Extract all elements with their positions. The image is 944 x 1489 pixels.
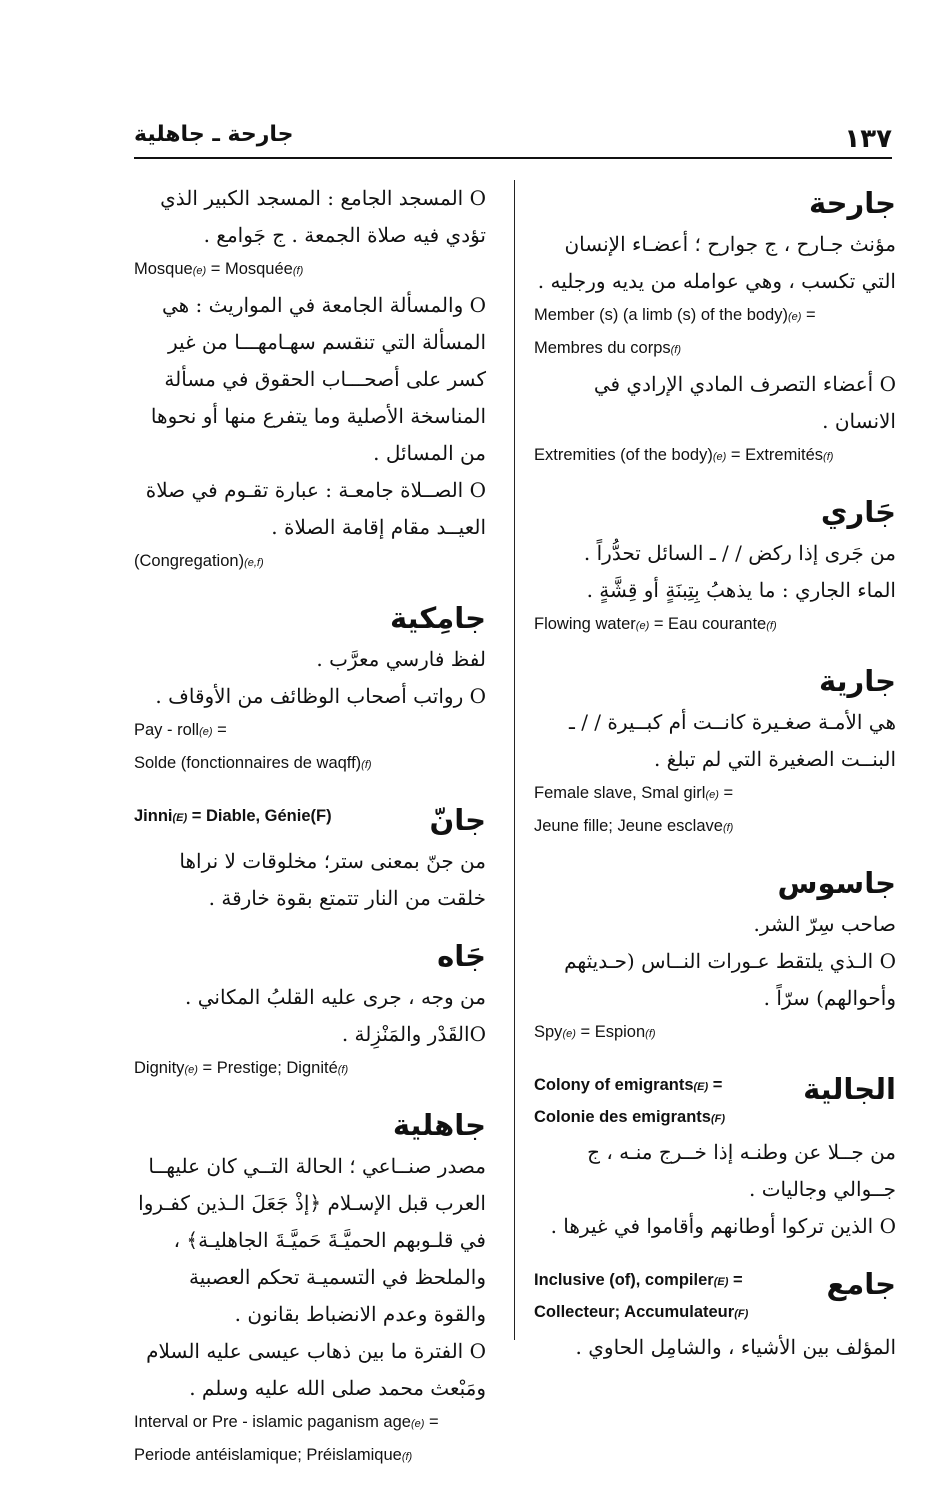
arabic-definition: مصدر صنــاعي ؛ الحالة التــي كان عليهــا العرب قبل الإسـلام ﴿إذْ جَعَلَ الـذين كفـروا في قلـوبهم الحميَّـةَ حَميَّـةَ الجاهليـة﴾ ، والملحظ في التسميـة تحكم العصبية والقوة وعدم الانضباط بقانون . (138, 1154, 486, 1326)
translation-line (134, 1053, 486, 1086)
headword-text: = (708, 1076, 723, 1094)
translation-text: = Eau courante (649, 615, 767, 633)
arabic-headword: جامِكية (389, 601, 486, 635)
header-rule (134, 157, 892, 159)
arabic-definition: O الصــلاة جامعـة : عبارة تقـوم في صلاة العيــد مقام إقامة الصلاة . (145, 478, 486, 539)
translation-line (134, 1407, 486, 1440)
gender-tag: (f) (722, 822, 734, 834)
headword-text: = (728, 1271, 743, 1289)
arabic-headword: جاسوس (777, 866, 896, 900)
arabic-definition: O المسجد الجامع : المسجد الكبير الذي تؤدي فيه صلاة الجمعة . ج جَوامع . (160, 186, 486, 247)
gender-tag: (e) (635, 620, 650, 632)
translation-text: Dignity (134, 1059, 185, 1077)
gender-tag: (e) (562, 1028, 576, 1040)
headword-line (534, 1070, 725, 1102)
arabic-definition: الماء الجاري : ما يذهبُ بِتِبنَةٍ أو قِشَّةٍ . (586, 578, 896, 602)
arabic-headword: الجالية (803, 1072, 896, 1106)
translation-text: = Mosquée (206, 260, 293, 278)
arabic-headword: جامع (826, 1267, 896, 1301)
arabic-headword: جَاري (820, 495, 896, 529)
dictionary-entry (134, 595, 486, 781)
gender-tag: (F) (710, 1113, 726, 1125)
dictionary-entry (134, 933, 486, 1086)
translation-text: Pay - roll (134, 721, 200, 739)
translation-text: = (212, 721, 227, 739)
gender-tag: (f) (766, 620, 777, 632)
entry-heading-row (134, 797, 486, 843)
arabic-definition: صاحب سِرّ الشر. (753, 912, 896, 936)
gender-tag: (e) (712, 451, 727, 463)
translation-text: = (718, 784, 734, 802)
dictionary-entry (534, 180, 896, 473)
arabic-headword: جارية (819, 664, 896, 698)
english-headword (134, 797, 332, 833)
translation-line (534, 300, 896, 333)
translation-text: (Congregation) (134, 552, 245, 570)
translation-line (534, 1017, 896, 1050)
translation-text: Extremities (of the body) (534, 446, 713, 464)
arabic-definition: O الـذي يلتقط عـورات النــاس (حـديثهم وأحوالهم) سرّاً . (564, 949, 896, 1010)
translation-line (534, 440, 896, 473)
dictionary-entry (534, 1066, 896, 1245)
arabic-definition: من جــلا عن وطنـه إذا خــرج منـه ، ج جــوالي وجاليات . (587, 1140, 896, 1201)
arabic-definition: Oالقَدْر والمَنْزِلة . (341, 1022, 486, 1046)
arabic-headword: جارحة (809, 186, 896, 220)
arabic-definition: O والمسألة الجامعة في المواريث : هي المسألة التي تنقسم سهـامهـــا من غير كسر على أصحـــاب الحقوق في مسألة المناسخة الأصلية وما يتفرع منها أو نحوها من المسائل . (150, 293, 486, 465)
entry-heading-row (534, 1261, 896, 1329)
headword-text: Jinni (134, 807, 173, 825)
headword-line (534, 1265, 748, 1297)
dictionary-entry (534, 1261, 896, 1366)
left-column (134, 180, 486, 1489)
headword-text: Collecteur; Accumulateur (534, 1303, 735, 1321)
dictionary-entry (134, 1102, 486, 1473)
headword-text: Colonie des emigrants (534, 1108, 711, 1126)
translation-text: Interval or Pre - islamic paganism age (134, 1413, 411, 1431)
arabic-headword: جاهلية (392, 1108, 486, 1142)
headword-line (134, 801, 332, 833)
arabic-definition: O رواتب أصحاب الوظائف من الأوقاف . (155, 684, 486, 708)
dictionary-entry (534, 489, 896, 642)
page-number: ١٣٧ (844, 124, 892, 154)
gender-tag: (f) (361, 759, 372, 771)
gender-tag: (e) (787, 311, 802, 323)
dictionary-entry (134, 180, 486, 579)
translation-line (534, 333, 896, 366)
headword-text: = Diable, Génie(F) (187, 807, 332, 825)
translation-line (134, 748, 486, 781)
right-column (534, 180, 896, 1382)
column-divider (514, 180, 515, 1340)
arabic-definition: هي الأمـة صغـيرة كانــت أم كبــيرة / / ـ البنــت الصغيرة التي لم تبلغ . (568, 710, 896, 771)
gender-tag: (f) (337, 1064, 349, 1076)
translation-text: = (801, 306, 816, 324)
translation-text: Jeune fille; Jeune esclave (534, 817, 723, 835)
gender-tag: (f) (670, 344, 682, 356)
translation-line (534, 811, 896, 844)
headword-text: Inclusive (of), compiler (534, 1271, 714, 1289)
dictionary-entry (134, 797, 486, 917)
gender-tag: (F) (734, 1308, 749, 1320)
translation-text: Flowing water (534, 615, 636, 633)
arabic-definition: مؤنث جـارح ، ج جوارح ؛ أعضـاء الإنسان التي تكسب ، وهي عوامله من يديه ورجليه . (537, 232, 896, 293)
headword-text: Colony of emigrants (534, 1076, 694, 1094)
translation-text: = Espion (575, 1023, 646, 1041)
gender-tag: (e) (410, 1418, 425, 1430)
arabic-definition: O أعضاء التصرف المادي الإرادي في الانسان . (593, 372, 896, 433)
translation-text: Mosque (134, 260, 193, 278)
gender-tag: (e,f) (244, 557, 264, 569)
arabic-headword: جَاه (437, 939, 486, 973)
english-headword (534, 1066, 725, 1134)
translation-text: Periode antéislamique; Préislamique (134, 1446, 402, 1464)
running-title: جارحة ـ جاهلية (134, 122, 294, 147)
gender-tag: (e) (192, 265, 207, 277)
translation-text: Membres du corps (534, 339, 671, 357)
translation-line (134, 254, 486, 287)
translation-text: = Prestige; Dignité (197, 1059, 338, 1077)
arabic-definition: لفظ فارسي معرَّب . (316, 647, 486, 671)
gender-tag: (e) (184, 1064, 198, 1076)
arabic-definition: O الذين تركوا أوطانهم وأقاموا في غيرها . (550, 1214, 896, 1238)
entry-heading-row (534, 1066, 896, 1134)
translation-line (534, 778, 896, 811)
arabic-definition: من جنّ بمعنى ستر؛ مخلوقات لا نراها خلقت من النار تتمتع بقوة خارقة . (179, 849, 486, 910)
gender-tag: (E) (693, 1081, 709, 1093)
translation-text: = Extremités (726, 446, 824, 464)
translation-text: Female slave, Smal girl (534, 784, 706, 802)
headword-line (534, 1297, 748, 1329)
translation-text: = (424, 1413, 439, 1431)
dictionary-entry (534, 860, 896, 1050)
translation-text: Solde (fonctionnaires de waqff) (134, 754, 362, 772)
translation-line (134, 546, 486, 579)
dictionary-entry (534, 658, 896, 844)
arabic-definition: O الفترة ما بين ذهاب عيسى عليه السلام ومَبْعث محمد صلى الله عليه وسلم . (146, 1339, 486, 1400)
arabic-headword: جانّ (429, 803, 486, 837)
translation-text: Member (s) (a limb (s) of the body) (534, 306, 788, 324)
gender-tag: (E) (713, 1276, 729, 1288)
gender-tag: (E) (172, 812, 188, 824)
translation-line (534, 609, 896, 642)
gender-tag: (f) (823, 451, 834, 463)
gender-tag: (f) (401, 1451, 413, 1463)
gender-tag: (f) (645, 1028, 656, 1040)
arabic-definition: المؤلف بين الأشياء ، والشامِل الحاوي . (575, 1335, 896, 1359)
gender-tag: (e) (199, 726, 213, 738)
translation-line (134, 715, 486, 748)
arabic-definition: من جَرى إذا ركض / / ـ السائل تحدُّراً . (583, 541, 896, 565)
gender-tag: (e) (705, 789, 719, 801)
gender-tag: (f) (292, 265, 304, 277)
translation-text: Spy (534, 1023, 563, 1041)
arabic-definition: من وجه ، جرى عليه القلبُ المكاني . (185, 985, 486, 1009)
headword-line (534, 1102, 725, 1134)
translation-line (134, 1440, 486, 1473)
english-headword (534, 1261, 748, 1329)
